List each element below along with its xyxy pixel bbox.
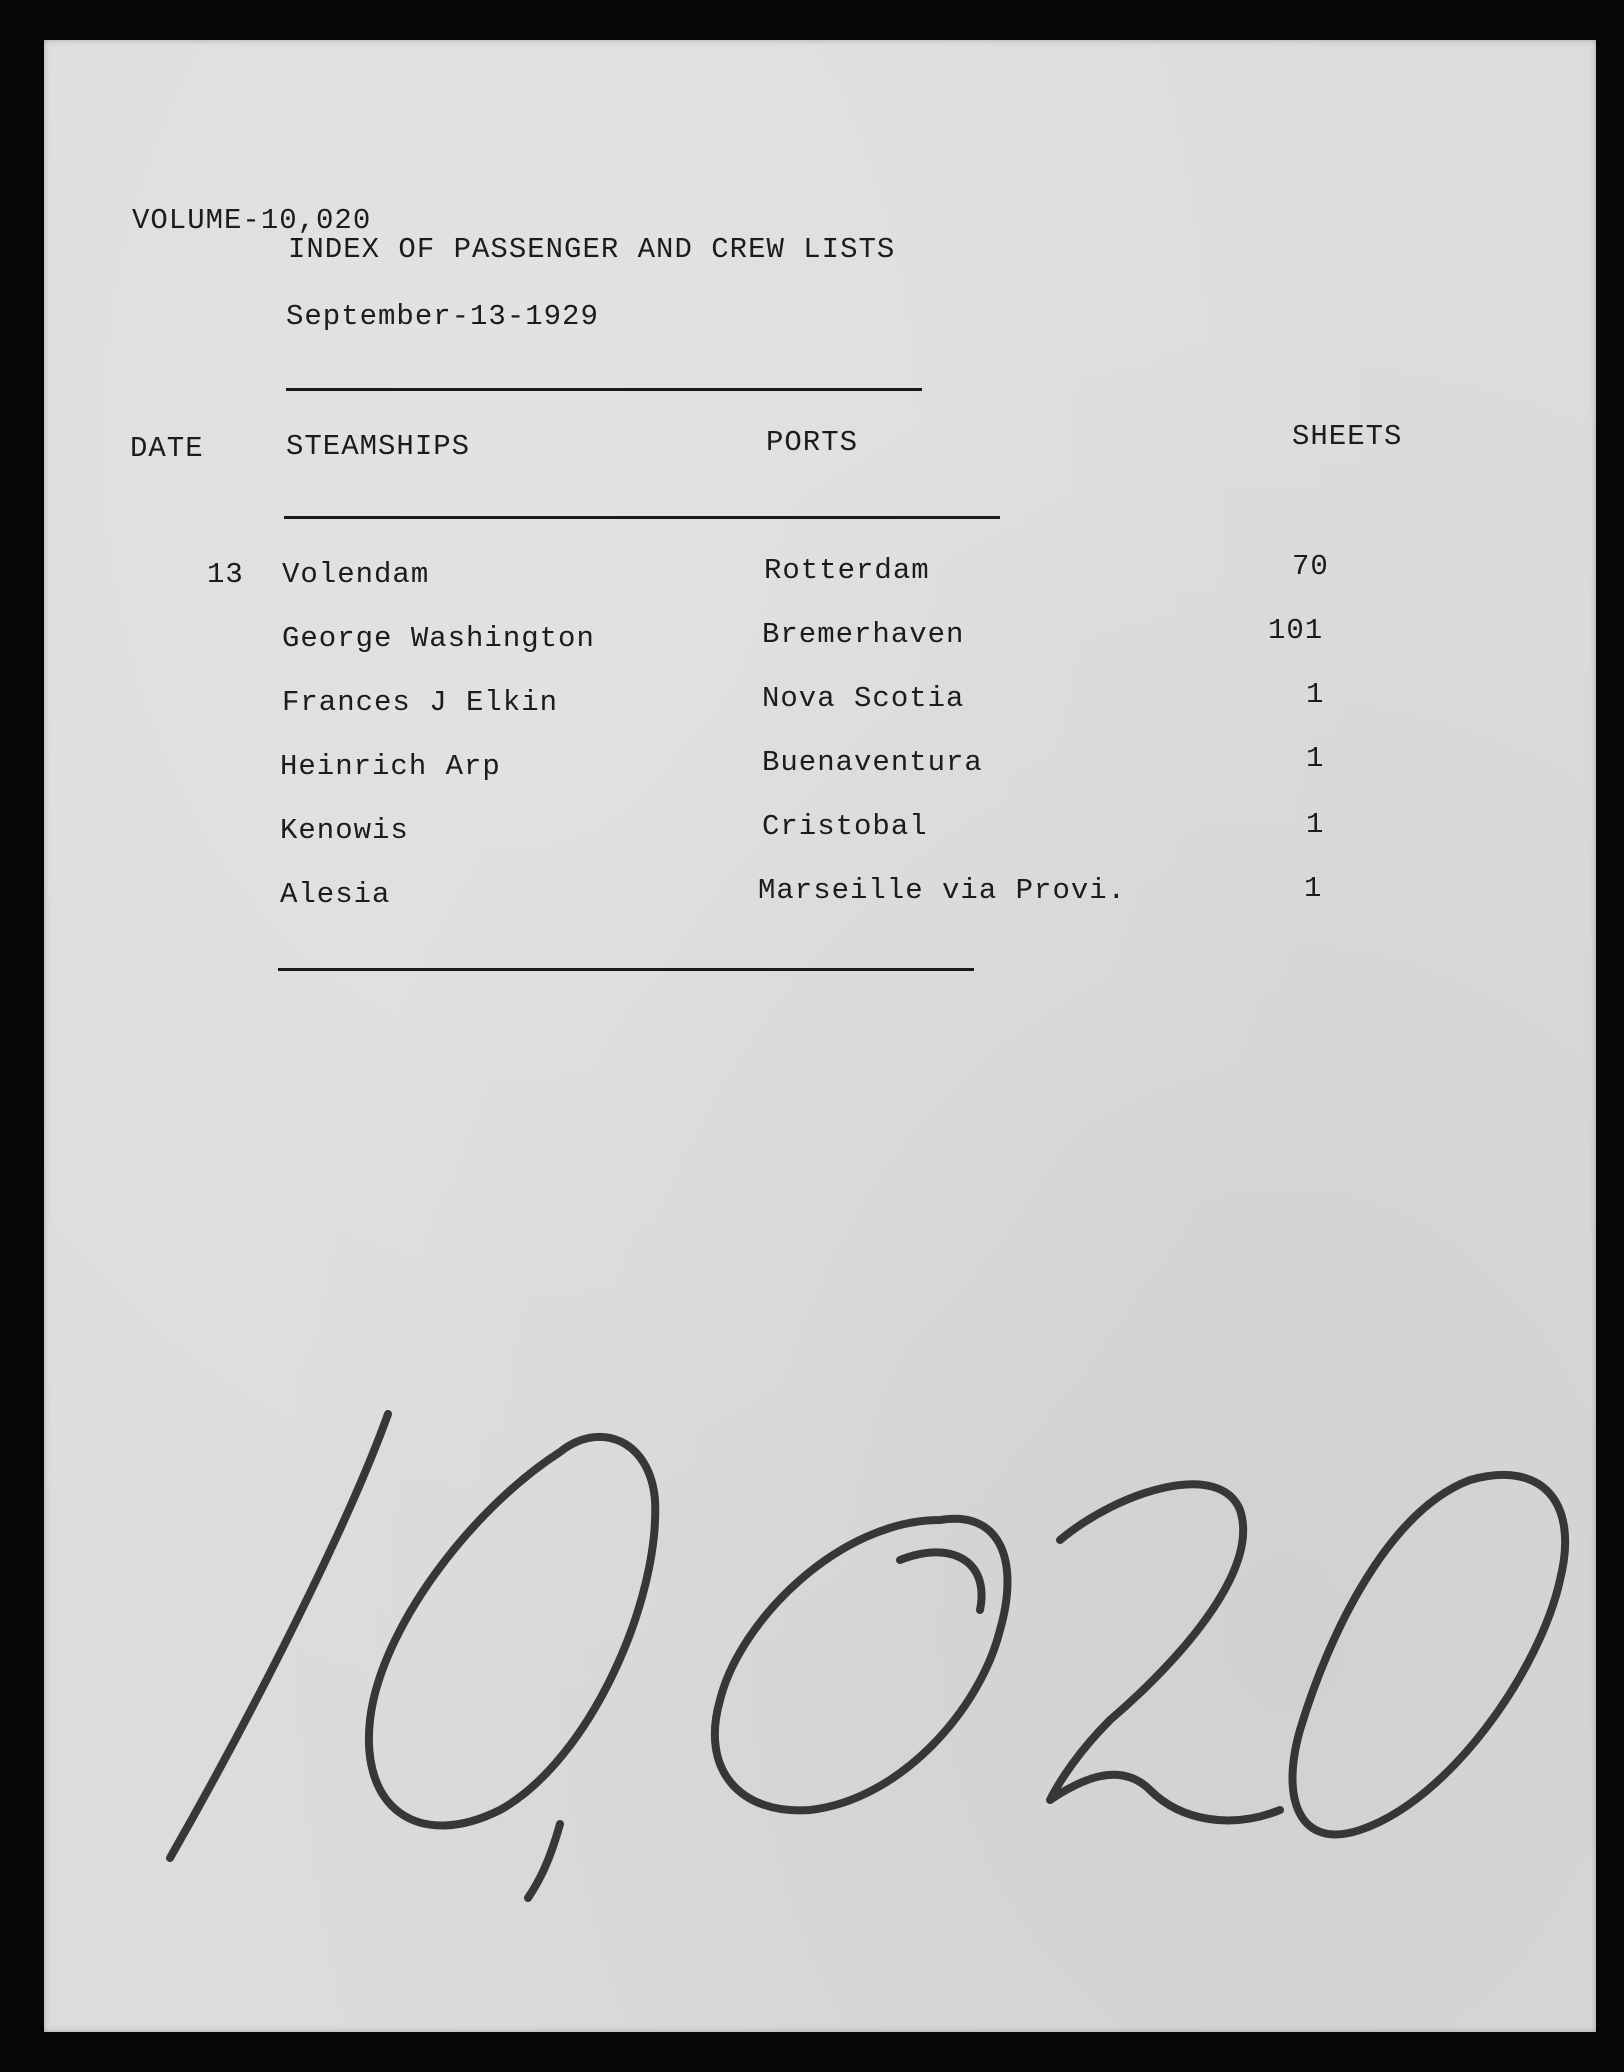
row-port: Marseille via Provi. bbox=[758, 874, 1127, 907]
row-steamship: Alesia bbox=[280, 878, 391, 911]
row-port: Nova Scotia bbox=[762, 682, 965, 715]
document-title: INDEX OF PASSENGER AND CREW LISTS bbox=[288, 233, 896, 266]
row-steamship: George Washington bbox=[282, 622, 595, 655]
row-sheets: 101 bbox=[1268, 614, 1324, 647]
row-steamship: Frances J Elkin bbox=[282, 686, 559, 719]
document-date: September-13-1929 bbox=[286, 300, 599, 333]
column-header-steamships: STEAMSHIPS bbox=[286, 430, 471, 463]
row-steamship: Heinrich Arp bbox=[280, 750, 501, 783]
row-sheets: 1 bbox=[1306, 742, 1325, 775]
row-sheets: 1 bbox=[1306, 678, 1325, 711]
row-port: Bremerhaven bbox=[762, 618, 965, 651]
row-sheets: 70 bbox=[1292, 550, 1329, 583]
row-steamship: Volendam bbox=[282, 558, 430, 591]
volume-label: VOLUME-10,020 bbox=[132, 204, 372, 237]
column-header-sheets: SHEETS bbox=[1292, 420, 1403, 453]
column-header-date: DATE bbox=[130, 432, 204, 465]
row-sheets: 1 bbox=[1306, 808, 1325, 841]
row-date: 13 bbox=[207, 558, 244, 591]
row-port: Rotterdam bbox=[764, 554, 930, 587]
row-sheets: 1 bbox=[1304, 872, 1323, 905]
row-port: Buenaventura bbox=[762, 746, 983, 779]
column-header-ports: PORTS bbox=[766, 426, 859, 459]
row-port: Cristobal bbox=[762, 810, 928, 843]
row-steamship: Kenowis bbox=[280, 814, 409, 847]
